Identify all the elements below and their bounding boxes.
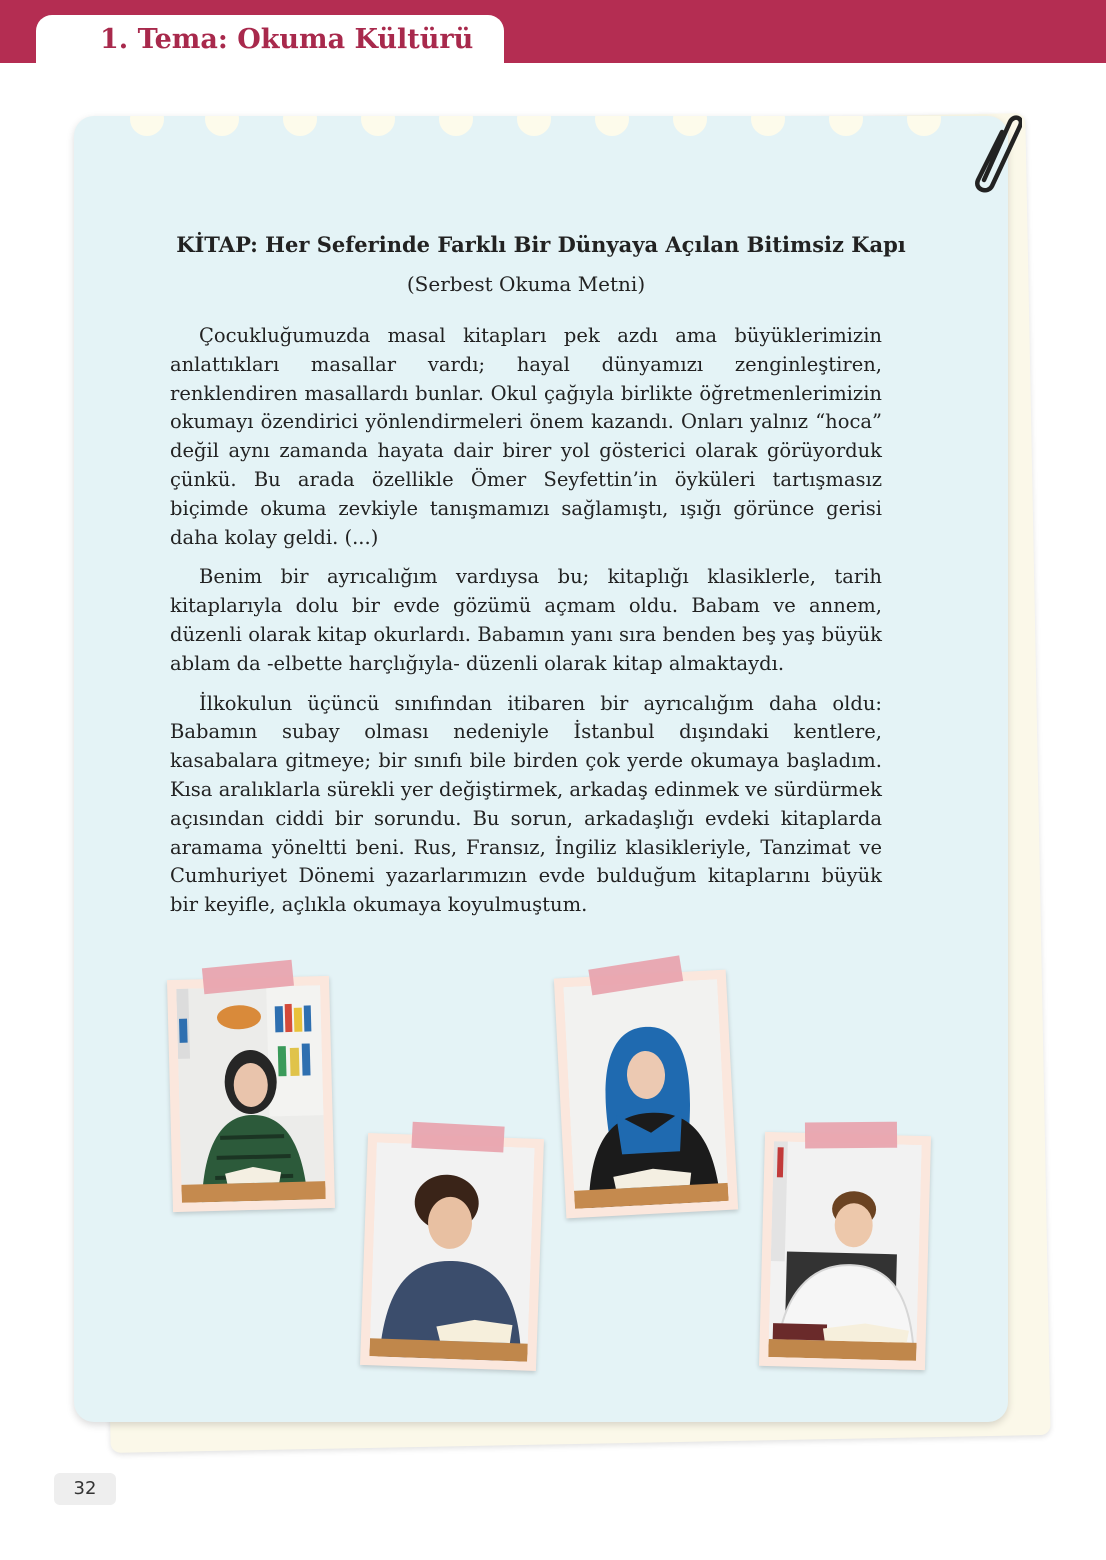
paperclip-icon (962, 110, 1022, 194)
reading-title: KİTAP: Her Seferinde Farklı Bir Dünyaya Açılan Bitimsiz Kapı (176, 232, 906, 257)
reading-subtitle: (Serbest Okuma Metni) (406, 272, 646, 296)
paragraph-2: Benim bir ayrıcalığım vardıysa bu; kitaplığı klasiklerle, tarih kitaplarıyla dolu bir evde gözümü açmam oldu. Babam ve annem, düzenli olarak kitap okurlardı. Babamın yanı sıra benden beş yaş büyük ablam da -elbette harçlığıyla- düzenli olarak kitap almaktaydı. (170, 565, 882, 675)
reading-body (170, 322, 882, 931)
notebook-holes (74, 116, 1008, 156)
tape-strip (411, 1122, 504, 1153)
photo-girl-reading (167, 976, 335, 1212)
photo-hoodie-boy-reading (759, 1132, 931, 1370)
paragraph-1: Çocukluğumuzda masal kitapları pek azdı ama büyüklerimizin anlattıkları masallar vardı; hayal dünyamızı zenginleştiren, renklendiren masallardı bunlar. Okul çağıyla birlikte öğretmenlerimizin okumayı özendirici yönlendirmeleri önem kazandı. Onları yalnız “hoca” değil aynı zamanda hayata dair birer yol gösterici olarak görüyorduk çünkü. Bu arada özellikle Ömer Seyfettin’in öyküleri tartışmasız biçimde okuma zevkiyle tanışmamızı sağlamıştı, ışığı görünce gerisi daha kolay geldi. (...) (170, 324, 882, 549)
page-number: 32 (54, 1473, 116, 1505)
tape-strip (805, 1122, 897, 1149)
photo-headscarf-girl-reading (554, 970, 738, 1219)
paragraph-3: İlkokulun üçüncü sınıfından itibaren bir ayrıcalığım daha oldu: Babamın subay olması nedeniyle İstanbul dışındaki kentlere, kasabalara gitmeye; bir sınıfı bile birden çok yerde okumaya başladım. Kısa aralıklarla sürekli yer değiştirmek, arkadaş edinmek ve sürdürmek açısından ciddi bir sorundu. Bu sorun, arkadaşlığı evdeki kitaplarda aramama yöneltti beni. Rus, Fransız, İngiliz klasikleriyle, Tanzimat ve Cumhuriyet Dönemi yazarlarımızın evde bulduğum kitaplarını büyük bir keyifle, açlıkla okumaya koyulmuştum. (170, 691, 882, 917)
theme-title: 1. Tema: Okuma Kültürü (100, 24, 474, 55)
photo-curly-boy-reading (360, 1133, 544, 1371)
